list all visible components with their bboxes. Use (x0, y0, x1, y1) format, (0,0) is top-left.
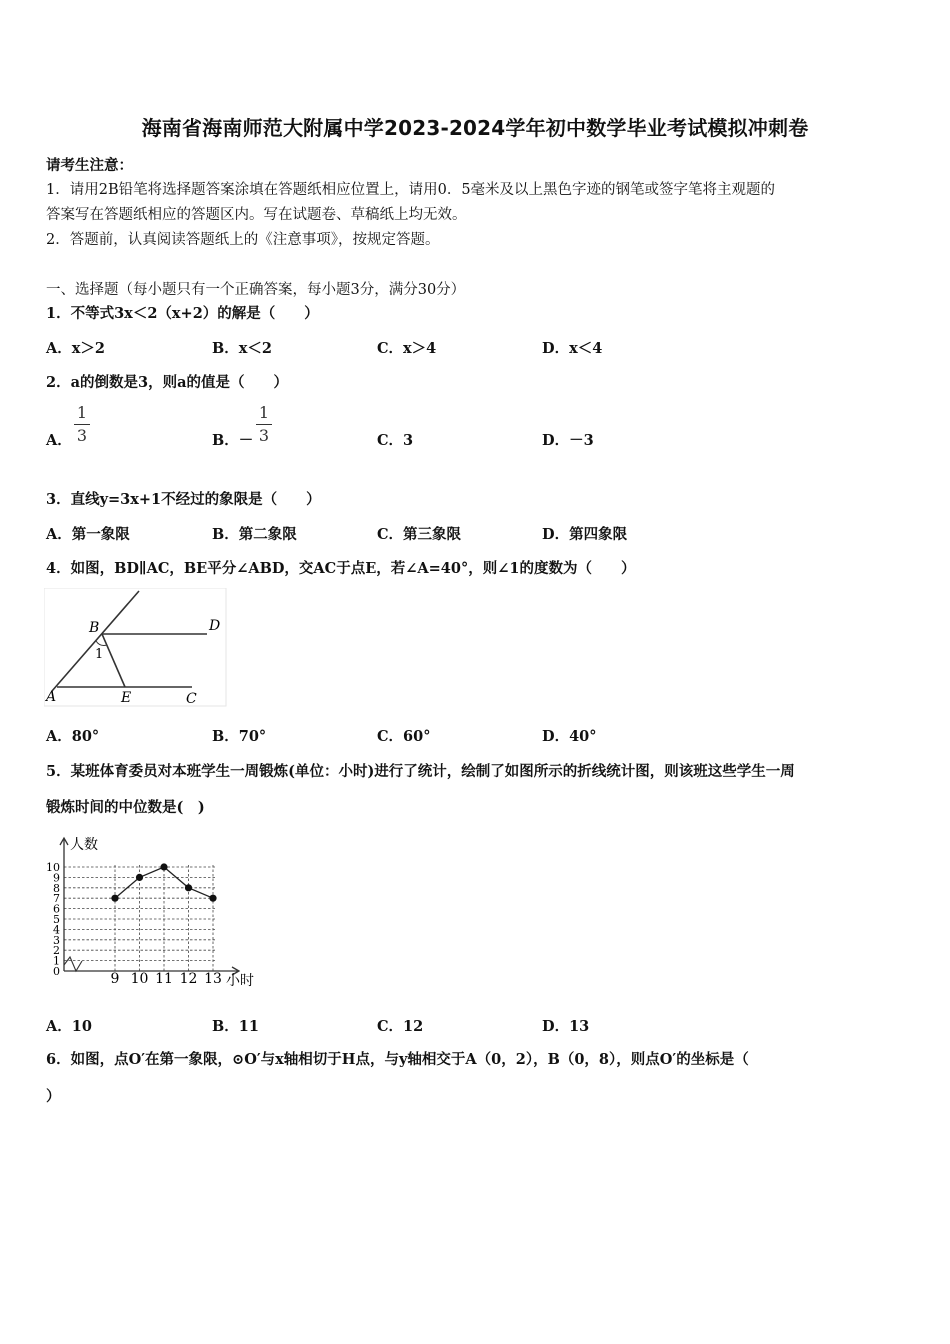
q5-stem-line-2: 锻炼时间的中位数是( ) (46, 799, 205, 816)
label-angle-1: 1 (95, 647, 104, 662)
fraction-denominator: 3 (76, 426, 88, 445)
x-axis-label: 小时 (226, 973, 254, 989)
y-tick-label: 9 (53, 871, 60, 885)
q3-option-d: D．第四象限 (542, 526, 628, 543)
notice-item-1-line-2: 答案写在答题纸相应的答题区内。写在试题卷、草稿纸上均无效。 (46, 207, 467, 223)
q1-option-a: A．x＞2 (46, 340, 105, 357)
label-c: C (186, 691, 197, 707)
chart-series (111, 863, 216, 901)
notice-item-2: 2．答题前，认真阅读答题纸上的《注意事项》，按规定答题。 (46, 232, 440, 248)
q1-option-c: C．x＞4 (377, 340, 437, 357)
fraction-numerator: 1 (258, 403, 270, 422)
q4-option-c: C．60° (377, 728, 431, 745)
q5-stem-line-1: 5．某班体育委员对本班学生一周锻炼(单位：小时)进行了统计，绘制了如图所示的折线统计图，则该班这些学生一周 (46, 763, 795, 780)
y-tick-label: 5 (53, 913, 60, 926)
fraction-denominator: 3 (258, 426, 270, 445)
q3-stem: 3．直线y=3x+1不经过的象限是（ ） (46, 491, 321, 508)
label-d: D (209, 618, 221, 634)
q3-option-c: C．第三象限 (377, 526, 462, 543)
q2-option-b-label: B．－ (212, 432, 254, 449)
label-a: A (46, 689, 57, 705)
figure-frame (44, 588, 226, 706)
fraction-numerator: 1 (76, 403, 88, 422)
q2-option-c: C．3 (377, 432, 414, 449)
y-tick-label: 6 (53, 902, 60, 916)
q2-option-d: D．－3 (542, 432, 594, 449)
q4-stem: 4．如图，BD∥AC，BE平分∠ABD，交AC于点E，若∠A=40°，则∠1的度数为（ ） (46, 560, 636, 577)
x-tick-label: 12 (179, 971, 198, 987)
data-point (209, 895, 216, 902)
q5-line-chart (42, 833, 264, 991)
data-point (111, 895, 118, 902)
page-title: 海南省海南师范大附属中学2023-2024学年初中数学毕业考试模拟冲刺卷 (141, 116, 809, 140)
q5-option-d: D．13 (542, 1018, 590, 1035)
y-tick-label: 8 (53, 881, 60, 895)
q2-stem: 2．a的倒数是3，则a的值是（ ） (46, 374, 288, 391)
q4-option-d: D．40° (542, 728, 597, 745)
q4-geometry-figure (44, 588, 228, 708)
y-tick-label: 4 (53, 923, 60, 937)
q3-option-b: B．第二象限 (212, 526, 297, 543)
label-e: E (121, 690, 132, 706)
notice-heading: 请考生注意： (46, 157, 133, 174)
q1-stem: 1．不等式3x＜2（x+2）的解是（ ） (46, 305, 319, 322)
y-tick-label: 3 (53, 933, 60, 947)
q1-option-b: B．x＜2 (212, 340, 272, 357)
line-be (102, 634, 125, 687)
x-tick-label: 10 (130, 971, 149, 987)
q2-option-a-fraction (74, 404, 90, 445)
q3-option-a: A．第一象限 (46, 526, 130, 543)
q1-option-d: D．x＜4 (542, 340, 603, 357)
x-tick-label: 9 (110, 971, 120, 987)
y-axis-label: 人数 (70, 837, 98, 853)
y-tick-label: 1 (53, 954, 60, 968)
q2-option-a-label: A． (46, 432, 72, 449)
x-tick-label: 13 (204, 971, 222, 987)
q5-option-c: C．12 (377, 1018, 424, 1035)
chart-axes (60, 838, 239, 975)
y-tick-label: 0 (53, 965, 60, 978)
q5-option-a: A．10 (46, 1018, 92, 1035)
label-b: B (89, 620, 100, 636)
section-heading: 一、选择题（每小题只有一个正确答案，每小题3分，满分30分） (46, 282, 466, 298)
y-tick-label: 10 (46, 861, 60, 874)
data-point (160, 863, 167, 870)
y-tick-label: 7 (53, 892, 60, 906)
q5-option-b: B．11 (212, 1018, 259, 1035)
notice-item-1-line-1: 1．请用2B铅笔将选择题答案涂填在答题纸相应位置上，请用0．5毫米及以上黑色字迹的钢笔或签字笔将主观题的 (46, 182, 776, 198)
y-tick-labels (46, 861, 60, 978)
x-tick-labels (111, 971, 222, 987)
q6-stem-line-2: ） (46, 1088, 61, 1105)
line-ab-extended (52, 591, 139, 691)
q4-option-b: B．70° (212, 728, 267, 745)
axis-break-zigzag (64, 957, 82, 971)
data-point (136, 874, 143, 881)
q6-stem-line-1: 6．如图，点O′在第一象限，⊙O′与x轴相切于H点，与y轴相交于A（0，2），B（0，8），则点O′的坐标是（ (46, 1051, 749, 1068)
q2-option-b-fraction (256, 404, 272, 445)
y-tick-label: 2 (53, 944, 60, 958)
x-tick-label: 11 (155, 971, 173, 987)
q4-option-a: A．80° (46, 728, 100, 745)
fraction-bar (256, 424, 272, 425)
fraction-bar (74, 424, 90, 425)
data-point (185, 884, 192, 891)
